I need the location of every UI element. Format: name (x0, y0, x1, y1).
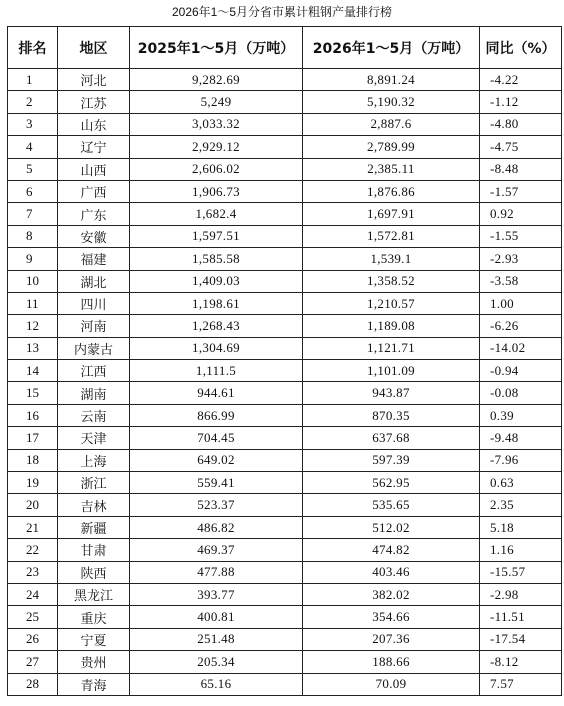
cell-yoy-change: -0.94 (480, 360, 562, 382)
cell-region: 重庆 (58, 606, 130, 628)
cell-2026-output: 2,887.6 (303, 113, 480, 135)
cell-2025-output: 1,597.51 (130, 225, 303, 247)
table-row (8, 673, 562, 695)
cell-2025-output: 1,409.03 (130, 270, 303, 292)
cell-rank: 23 (8, 561, 58, 583)
cell-rank: 2 (8, 91, 58, 113)
cell-2026-output: 943.87 (303, 382, 480, 404)
cell-2026-output: 5,190.32 (303, 91, 480, 113)
cell-2025-output: 469.37 (130, 539, 303, 561)
cell-rank: 17 (8, 427, 58, 449)
table-row (8, 158, 562, 180)
cell-region: 福建 (58, 248, 130, 270)
cell-2025-output: 2,929.12 (130, 136, 303, 158)
cell-region: 云南 (58, 404, 130, 426)
cell-rank: 16 (8, 404, 58, 426)
cell-region: 浙江 (58, 472, 130, 494)
cell-region: 江西 (58, 360, 130, 382)
cell-yoy-change: -4.75 (480, 136, 562, 158)
cell-yoy-change: -9.48 (480, 427, 562, 449)
cell-rank: 10 (8, 270, 58, 292)
steel-output-ranking-table (7, 26, 562, 696)
cell-2025-output: 1,198.61 (130, 292, 303, 314)
cell-2026-output: 512.02 (303, 516, 480, 538)
cell-rank: 25 (8, 606, 58, 628)
table-row (8, 606, 562, 628)
cell-region: 贵州 (58, 651, 130, 673)
cell-rank: 18 (8, 449, 58, 471)
cell-yoy-change: 2.35 (480, 494, 562, 516)
cell-rank: 8 (8, 225, 58, 247)
header-region: 地区 (58, 27, 130, 69)
cell-2025-output: 866.99 (130, 404, 303, 426)
table-row (8, 180, 562, 202)
cell-yoy-change: 1.16 (480, 539, 562, 561)
cell-2025-output: 1,585.58 (130, 248, 303, 270)
cell-yoy-change: -0.08 (480, 382, 562, 404)
cell-rank: 12 (8, 315, 58, 337)
cell-rank: 27 (8, 651, 58, 673)
cell-region: 湖南 (58, 382, 130, 404)
cell-2026-output: 474.82 (303, 539, 480, 561)
cell-yoy-change: -4.22 (480, 69, 562, 91)
cell-2026-output: 597.39 (303, 449, 480, 471)
cell-2025-output: 649.02 (130, 449, 303, 471)
cell-yoy-change: -7.96 (480, 449, 562, 471)
cell-2025-output: 944.61 (130, 382, 303, 404)
cell-yoy-change: -1.55 (480, 225, 562, 247)
cell-2026-output: 535.65 (303, 494, 480, 516)
table-row (8, 315, 562, 337)
cell-2025-output: 704.45 (130, 427, 303, 449)
header-2025: 2025年1～5月（万吨） (130, 27, 303, 69)
cell-2026-output: 1,210.57 (303, 292, 480, 314)
cell-yoy-change: -15.57 (480, 561, 562, 583)
cell-2026-output: 70.09 (303, 673, 480, 695)
table-row (8, 337, 562, 359)
header-2026: 2026年1～5月（万吨） (303, 27, 480, 69)
header-rank: 排名 (8, 27, 58, 69)
cell-2025-output: 1,682.4 (130, 203, 303, 225)
cell-2026-output: 1,697.91 (303, 203, 480, 225)
cell-2026-output: 8,891.24 (303, 69, 480, 91)
cell-2025-output: 65.16 (130, 673, 303, 695)
cell-2026-output: 1,539.1 (303, 248, 480, 270)
table-row (8, 651, 562, 673)
cell-2025-output: 393.77 (130, 583, 303, 605)
cell-2025-output: 400.81 (130, 606, 303, 628)
cell-region: 天津 (58, 427, 130, 449)
cell-2025-output: 523.37 (130, 494, 303, 516)
table-row (8, 292, 562, 314)
table-row (8, 472, 562, 494)
cell-yoy-change: 0.39 (480, 404, 562, 426)
cell-region: 吉林 (58, 494, 130, 516)
cell-2026-output: 188.66 (303, 651, 480, 673)
cell-2026-output: 870.35 (303, 404, 480, 426)
cell-rank: 5 (8, 158, 58, 180)
cell-2025-output: 559.41 (130, 472, 303, 494)
table-row (8, 270, 562, 292)
cell-2026-output: 2,385.11 (303, 158, 480, 180)
cell-2025-output: 486.82 (130, 516, 303, 538)
cell-rank: 26 (8, 628, 58, 650)
cell-2025-output: 205.34 (130, 651, 303, 673)
cell-rank: 19 (8, 472, 58, 494)
cell-2026-output: 562.95 (303, 472, 480, 494)
table-row (8, 382, 562, 404)
cell-rank: 4 (8, 136, 58, 158)
cell-yoy-change: -6.26 (480, 315, 562, 337)
cell-yoy-change: -8.48 (480, 158, 562, 180)
cell-yoy-change: -3.58 (480, 270, 562, 292)
table-body (8, 69, 562, 696)
cell-rank: 7 (8, 203, 58, 225)
table-row (8, 203, 562, 225)
cell-yoy-change: 1.00 (480, 292, 562, 314)
table-row (8, 404, 562, 426)
cell-region: 甘肃 (58, 539, 130, 561)
cell-2025-output: 251.48 (130, 628, 303, 650)
table-row (8, 225, 562, 247)
cell-2026-output: 1,189.08 (303, 315, 480, 337)
cell-2026-output: 1,358.52 (303, 270, 480, 292)
table-row (8, 516, 562, 538)
cell-region: 山东 (58, 113, 130, 135)
cell-rank: 24 (8, 583, 58, 605)
cell-2026-output: 1,121.71 (303, 337, 480, 359)
table-row (8, 427, 562, 449)
cell-2026-output: 1,876.86 (303, 180, 480, 202)
cell-yoy-change: -2.93 (480, 248, 562, 270)
cell-2025-output: 5,249 (130, 91, 303, 113)
table-row (8, 449, 562, 471)
table-row (8, 583, 562, 605)
cell-2026-output: 207.36 (303, 628, 480, 650)
cell-region: 山西 (58, 158, 130, 180)
cell-2025-output: 1,111.5 (130, 360, 303, 382)
cell-2026-output: 403.46 (303, 561, 480, 583)
cell-rank: 3 (8, 113, 58, 135)
header-yoy: 同比（%） (480, 27, 562, 69)
cell-region: 上海 (58, 449, 130, 471)
cell-yoy-change: -11.51 (480, 606, 562, 628)
cell-region: 宁夏 (58, 628, 130, 650)
cell-yoy-change: 5.18 (480, 516, 562, 538)
cell-rank: 21 (8, 516, 58, 538)
cell-region: 内蒙古 (58, 337, 130, 359)
cell-region: 陕西 (58, 561, 130, 583)
table-row (8, 561, 562, 583)
cell-yoy-change: 0.63 (480, 472, 562, 494)
cell-yoy-change: 7.57 (480, 673, 562, 695)
cell-yoy-change: -4.80 (480, 113, 562, 135)
cell-yoy-change: -2.98 (480, 583, 562, 605)
cell-yoy-change: -1.12 (480, 91, 562, 113)
table-row (8, 539, 562, 561)
cell-2025-output: 1,906.73 (130, 180, 303, 202)
cell-2025-output: 3,033.32 (130, 113, 303, 135)
cell-2025-output: 1,304.69 (130, 337, 303, 359)
cell-rank: 15 (8, 382, 58, 404)
cell-yoy-change: -8.12 (480, 651, 562, 673)
cell-rank: 22 (8, 539, 58, 561)
table-row (8, 494, 562, 516)
cell-region: 辽宁 (58, 136, 130, 158)
cell-rank: 28 (8, 673, 58, 695)
cell-yoy-change: -14.02 (480, 337, 562, 359)
cell-2025-output: 2,606.02 (130, 158, 303, 180)
cell-2026-output: 1,101.09 (303, 360, 480, 382)
table-header-row (8, 27, 562, 69)
cell-region: 湖北 (58, 270, 130, 292)
table-row (8, 628, 562, 650)
cell-region: 新疆 (58, 516, 130, 538)
cell-rank: 11 (8, 292, 58, 314)
cell-yoy-change: 0.92 (480, 203, 562, 225)
cell-2025-output: 477.88 (130, 561, 303, 583)
table-row (8, 69, 562, 91)
table-row (8, 248, 562, 270)
table-row (8, 91, 562, 113)
cell-region: 广东 (58, 203, 130, 225)
cell-rank: 20 (8, 494, 58, 516)
cell-2026-output: 1,572.81 (303, 225, 480, 247)
cell-region: 四川 (58, 292, 130, 314)
cell-yoy-change: -17.54 (480, 628, 562, 650)
cell-region: 河北 (58, 69, 130, 91)
cell-region: 青海 (58, 673, 130, 695)
cell-region: 广西 (58, 180, 130, 202)
cell-rank: 6 (8, 180, 58, 202)
cell-rank: 13 (8, 337, 58, 359)
table-row (8, 113, 562, 135)
cell-region: 江苏 (58, 91, 130, 113)
table-row (8, 360, 562, 382)
cell-2026-output: 2,789.99 (303, 136, 480, 158)
cell-rank: 14 (8, 360, 58, 382)
cell-2025-output: 9,282.69 (130, 69, 303, 91)
cell-2026-output: 354.66 (303, 606, 480, 628)
page-title: 2026年1～5月分省市累计粗钢产量排行榜 (171, 5, 393, 19)
cell-2025-output: 1,268.43 (130, 315, 303, 337)
cell-2026-output: 637.68 (303, 427, 480, 449)
cell-rank: 9 (8, 248, 58, 270)
cell-2026-output: 382.02 (303, 583, 480, 605)
cell-region: 安徽 (58, 225, 130, 247)
cell-rank: 1 (8, 69, 58, 91)
cell-yoy-change: -1.57 (480, 180, 562, 202)
cell-region: 河南 (58, 315, 130, 337)
table-row (8, 136, 562, 158)
cell-region: 黑龙江 (58, 583, 130, 605)
